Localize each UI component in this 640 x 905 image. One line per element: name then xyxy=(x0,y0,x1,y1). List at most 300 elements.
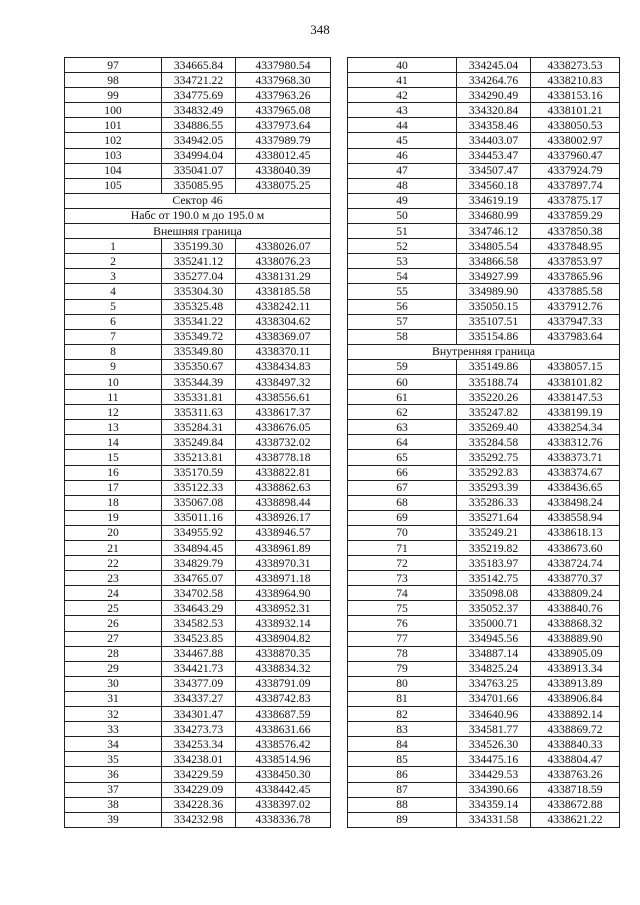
y-coordinate-cell: 4338026.07 xyxy=(236,239,331,254)
x-coordinate-cell: 334320.84 xyxy=(457,103,531,118)
x-coordinate-cell: 334229.59 xyxy=(162,767,236,782)
table-row xyxy=(65,239,331,254)
y-coordinate-cell: 4338050.53 xyxy=(531,118,620,133)
table-row xyxy=(348,797,620,812)
y-coordinate-cell: 4338057.15 xyxy=(531,359,620,374)
table-row xyxy=(65,495,331,510)
point-number-cell: 2 xyxy=(65,254,162,269)
coordinates-table-left xyxy=(64,57,331,828)
x-coordinate-cell: 334927.99 xyxy=(457,269,531,284)
table-row xyxy=(65,435,331,450)
y-coordinate-cell: 4338434.83 xyxy=(236,359,331,374)
point-number-cell: 83 xyxy=(348,722,457,737)
table-row xyxy=(65,631,331,646)
y-coordinate-cell: 4338242.11 xyxy=(236,299,331,314)
y-coordinate-cell: 4338952.31 xyxy=(236,601,331,616)
table-row xyxy=(348,495,620,510)
table-row xyxy=(348,88,620,103)
x-coordinate-cell: 335199.30 xyxy=(162,239,236,254)
table-row xyxy=(65,661,331,676)
table-row xyxy=(65,420,331,435)
point-number-cell: 19 xyxy=(65,510,162,525)
point-number-cell: 23 xyxy=(65,571,162,586)
table-row xyxy=(65,390,331,405)
y-coordinate-cell: 4338906.84 xyxy=(531,691,620,706)
x-coordinate-cell: 335219.82 xyxy=(457,541,531,556)
table-row xyxy=(348,601,620,616)
table-row xyxy=(348,284,620,299)
x-coordinate-cell: 334640.96 xyxy=(457,707,531,722)
y-coordinate-cell: 4338374.67 xyxy=(531,465,620,480)
x-coordinate-cell: 334403.07 xyxy=(457,133,531,148)
table-row xyxy=(65,133,331,148)
table-row xyxy=(65,118,331,133)
y-coordinate-cell: 4338840.76 xyxy=(531,601,620,616)
point-number-cell: 14 xyxy=(65,435,162,450)
y-coordinate-cell: 4338101.82 xyxy=(531,374,620,389)
point-number-cell: 34 xyxy=(65,737,162,752)
y-coordinate-cell: 4337983.64 xyxy=(531,329,620,344)
y-coordinate-cell: 4338273.53 xyxy=(531,58,620,73)
table-row xyxy=(348,767,620,782)
x-coordinate-cell: 334238.01 xyxy=(162,752,236,767)
point-number-cell: 37 xyxy=(65,782,162,797)
x-coordinate-cell: 334825.24 xyxy=(457,661,531,676)
point-number-cell: 49 xyxy=(348,193,457,208)
y-coordinate-cell: 4338732.02 xyxy=(236,435,331,450)
table-row xyxy=(348,193,620,208)
point-number-cell: 80 xyxy=(348,676,457,691)
point-number-cell: 17 xyxy=(65,480,162,495)
table-row xyxy=(65,541,331,556)
x-coordinate-cell: 334245.04 xyxy=(457,58,531,73)
x-coordinate-cell: 334331.58 xyxy=(457,812,531,827)
x-coordinate-cell: 335183.97 xyxy=(457,556,531,571)
y-coordinate-cell: 4338498.24 xyxy=(531,495,620,510)
point-number-cell: 84 xyxy=(348,737,457,752)
table-row xyxy=(348,118,620,133)
table-row xyxy=(65,812,331,827)
x-coordinate-cell: 335085.95 xyxy=(162,178,236,193)
table-row xyxy=(348,571,620,586)
point-number-cell: 6 xyxy=(65,314,162,329)
y-coordinate-cell: 4338621.22 xyxy=(531,812,620,827)
point-number-cell: 97 xyxy=(65,58,162,73)
table-row xyxy=(65,73,331,88)
x-coordinate-cell: 335149.86 xyxy=(457,359,531,374)
x-coordinate-cell: 334359.14 xyxy=(457,797,531,812)
y-coordinate-cell: 4338312.76 xyxy=(531,435,620,450)
point-number-cell: 9 xyxy=(65,359,162,374)
table-row xyxy=(65,405,331,420)
table-row xyxy=(65,163,331,178)
x-coordinate-cell: 335247.82 xyxy=(457,405,531,420)
x-coordinate-cell: 334232.98 xyxy=(162,812,236,827)
table-row xyxy=(348,254,620,269)
point-number-cell: 51 xyxy=(348,224,457,239)
point-number-cell: 71 xyxy=(348,541,457,556)
x-coordinate-cell: 335284.31 xyxy=(162,420,236,435)
x-coordinate-cell: 334945.56 xyxy=(457,631,531,646)
x-coordinate-cell: 335271.64 xyxy=(457,510,531,525)
y-coordinate-cell: 4338185.58 xyxy=(236,284,331,299)
x-coordinate-cell: 334721.22 xyxy=(162,73,236,88)
x-coordinate-cell: 335344.39 xyxy=(162,374,236,389)
table-row xyxy=(65,556,331,571)
point-number-cell: 85 xyxy=(348,752,457,767)
table-row xyxy=(348,224,620,239)
table-row xyxy=(65,707,331,722)
point-number-cell: 5 xyxy=(65,299,162,314)
point-number-cell: 63 xyxy=(348,420,457,435)
y-coordinate-cell: 4338012.45 xyxy=(236,148,331,163)
table-row xyxy=(348,480,620,495)
y-coordinate-cell: 4338370.11 xyxy=(236,344,331,359)
section-heading: Набс от 190.0 м до 195.0 м xyxy=(65,208,331,223)
x-coordinate-cell: 334526.30 xyxy=(457,737,531,752)
x-coordinate-cell: 335249.21 xyxy=(457,525,531,540)
y-coordinate-cell: 4337848.95 xyxy=(531,239,620,254)
table-row xyxy=(65,148,331,163)
y-coordinate-cell: 4337885.58 xyxy=(531,284,620,299)
y-coordinate-cell: 4338904.82 xyxy=(236,631,331,646)
table-row xyxy=(65,646,331,661)
point-number-cell: 18 xyxy=(65,495,162,510)
x-coordinate-cell: 334377.09 xyxy=(162,676,236,691)
x-coordinate-cell: 335284.58 xyxy=(457,435,531,450)
x-coordinate-cell: 334746.12 xyxy=(457,224,531,239)
table-row xyxy=(348,239,620,254)
point-number-cell: 48 xyxy=(348,178,457,193)
y-coordinate-cell: 4337989.79 xyxy=(236,133,331,148)
y-coordinate-cell: 4338870.35 xyxy=(236,646,331,661)
y-coordinate-cell: 4337924.79 xyxy=(531,163,620,178)
point-number-cell: 10 xyxy=(65,374,162,389)
table-row xyxy=(348,450,620,465)
x-coordinate-cell: 334429.53 xyxy=(457,767,531,782)
table-row xyxy=(348,752,620,767)
x-coordinate-cell: 334560.18 xyxy=(457,178,531,193)
table-row xyxy=(65,344,331,359)
table-row xyxy=(65,510,331,525)
point-number-cell: 47 xyxy=(348,163,457,178)
table-row xyxy=(65,58,331,73)
y-coordinate-cell: 4338809.24 xyxy=(531,586,620,601)
y-coordinate-cell: 4338804.47 xyxy=(531,752,620,767)
x-coordinate-cell: 334942.05 xyxy=(162,133,236,148)
y-coordinate-cell: 4338631.66 xyxy=(236,722,331,737)
table-row xyxy=(348,691,620,706)
x-coordinate-cell: 335293.39 xyxy=(457,480,531,495)
table-row xyxy=(65,797,331,812)
y-coordinate-cell: 4338673.60 xyxy=(531,541,620,556)
y-coordinate-cell: 4338397.02 xyxy=(236,797,331,812)
section-heading: Внутренняя граница xyxy=(348,344,620,359)
x-coordinate-cell: 335142.75 xyxy=(457,571,531,586)
table-row xyxy=(348,556,620,571)
table-row xyxy=(65,571,331,586)
x-coordinate-cell: 334229.09 xyxy=(162,782,236,797)
point-number-cell: 13 xyxy=(65,420,162,435)
coordinates-table-right xyxy=(347,57,620,828)
table-row xyxy=(65,178,331,193)
x-coordinate-cell: 334994.04 xyxy=(162,148,236,163)
table-row xyxy=(348,374,620,389)
x-coordinate-cell: 335292.83 xyxy=(457,465,531,480)
x-coordinate-cell: 335286.33 xyxy=(457,495,531,510)
point-number-cell: 35 xyxy=(65,752,162,767)
x-coordinate-cell: 335311.63 xyxy=(162,405,236,420)
x-coordinate-cell: 335350.67 xyxy=(162,359,236,374)
x-coordinate-cell: 335213.81 xyxy=(162,450,236,465)
x-coordinate-cell: 334763.25 xyxy=(457,676,531,691)
x-coordinate-cell: 335325.48 xyxy=(162,299,236,314)
point-number-cell: 89 xyxy=(348,812,457,827)
x-coordinate-cell: 334453.47 xyxy=(457,148,531,163)
point-number-cell: 38 xyxy=(65,797,162,812)
point-number-cell: 98 xyxy=(65,73,162,88)
x-coordinate-cell: 335304.30 xyxy=(162,284,236,299)
point-number-cell: 43 xyxy=(348,103,457,118)
section-heading-row xyxy=(348,344,620,359)
table-row xyxy=(348,314,620,329)
x-coordinate-cell: 334253.34 xyxy=(162,737,236,752)
x-coordinate-cell: 334337.27 xyxy=(162,691,236,706)
point-number-cell: 32 xyxy=(65,707,162,722)
point-number-cell: 25 xyxy=(65,601,162,616)
x-coordinate-cell: 335249.84 xyxy=(162,435,236,450)
point-number-cell: 57 xyxy=(348,314,457,329)
y-coordinate-cell: 4337963.26 xyxy=(236,88,331,103)
table-row xyxy=(348,541,620,556)
point-number-cell: 54 xyxy=(348,269,457,284)
point-number-cell: 27 xyxy=(65,631,162,646)
point-number-cell: 4 xyxy=(65,284,162,299)
point-number-cell: 74 xyxy=(348,586,457,601)
y-coordinate-cell: 4338254.34 xyxy=(531,420,620,435)
point-number-cell: 102 xyxy=(65,133,162,148)
point-number-cell: 21 xyxy=(65,541,162,556)
point-number-cell: 33 xyxy=(65,722,162,737)
x-coordinate-cell: 334829.79 xyxy=(162,556,236,571)
x-coordinate-cell: 334665.84 xyxy=(162,58,236,73)
table-row xyxy=(65,329,331,344)
table-row xyxy=(65,284,331,299)
x-coordinate-cell: 334523.85 xyxy=(162,631,236,646)
table-row xyxy=(65,782,331,797)
x-coordinate-cell: 334680.99 xyxy=(457,208,531,223)
table-row xyxy=(65,450,331,465)
table-row xyxy=(65,254,331,269)
y-coordinate-cell: 4338791.09 xyxy=(236,676,331,691)
table-row xyxy=(65,374,331,389)
table-row xyxy=(65,767,331,782)
table-row xyxy=(65,525,331,540)
y-coordinate-cell: 4338497.32 xyxy=(236,374,331,389)
x-coordinate-cell: 334887.14 xyxy=(457,646,531,661)
point-number-cell: 67 xyxy=(348,480,457,495)
table-row xyxy=(348,359,620,374)
x-coordinate-cell: 335277.04 xyxy=(162,269,236,284)
point-number-cell: 8 xyxy=(65,344,162,359)
x-coordinate-cell: 335011.16 xyxy=(162,510,236,525)
y-coordinate-cell: 4337865.96 xyxy=(531,269,620,284)
point-number-cell: 59 xyxy=(348,359,457,374)
x-coordinate-cell: 334358.46 xyxy=(457,118,531,133)
x-coordinate-cell: 334421.73 xyxy=(162,661,236,676)
table-row xyxy=(348,510,620,525)
y-coordinate-cell: 4338946.57 xyxy=(236,525,331,540)
point-number-cell: 72 xyxy=(348,556,457,571)
table-row xyxy=(348,465,620,480)
point-number-cell: 3 xyxy=(65,269,162,284)
x-coordinate-cell: 334832.49 xyxy=(162,103,236,118)
y-coordinate-cell: 4338373.71 xyxy=(531,450,620,465)
point-number-cell: 77 xyxy=(348,631,457,646)
point-number-cell: 40 xyxy=(348,58,457,73)
table-row xyxy=(65,314,331,329)
point-number-cell: 62 xyxy=(348,405,457,420)
table-row xyxy=(348,390,620,405)
table-row xyxy=(348,73,620,88)
table-row xyxy=(65,616,331,631)
point-number-cell: 76 xyxy=(348,616,457,631)
point-number-cell: 26 xyxy=(65,616,162,631)
x-coordinate-cell: 335241.12 xyxy=(162,254,236,269)
y-coordinate-cell: 4338040.39 xyxy=(236,163,331,178)
y-coordinate-cell: 4337968.30 xyxy=(236,73,331,88)
point-number-cell: 70 xyxy=(348,525,457,540)
table-row xyxy=(65,480,331,495)
table-row xyxy=(348,737,620,752)
y-coordinate-cell: 4337980.54 xyxy=(236,58,331,73)
table-row xyxy=(65,88,331,103)
point-number-cell: 30 xyxy=(65,676,162,691)
x-coordinate-cell: 334886.55 xyxy=(162,118,236,133)
table-row xyxy=(348,631,620,646)
point-number-cell: 28 xyxy=(65,646,162,661)
table-row xyxy=(348,163,620,178)
y-coordinate-cell: 4338778.18 xyxy=(236,450,331,465)
point-number-cell: 60 xyxy=(348,374,457,389)
point-number-cell: 12 xyxy=(65,405,162,420)
point-number-cell: 99 xyxy=(65,88,162,103)
y-coordinate-cell: 4338618.13 xyxy=(531,525,620,540)
point-number-cell: 52 xyxy=(348,239,457,254)
x-coordinate-cell: 334390.66 xyxy=(457,782,531,797)
y-coordinate-cell: 4338961.89 xyxy=(236,541,331,556)
y-coordinate-cell: 4338076.23 xyxy=(236,254,331,269)
y-coordinate-cell: 4338576.42 xyxy=(236,737,331,752)
y-coordinate-cell: 4338770.37 xyxy=(531,571,620,586)
y-coordinate-cell: 4338075.25 xyxy=(236,178,331,193)
point-number-cell: 15 xyxy=(65,450,162,465)
point-number-cell: 7 xyxy=(65,329,162,344)
y-coordinate-cell: 4338687.59 xyxy=(236,707,331,722)
x-coordinate-cell: 335067.08 xyxy=(162,495,236,510)
point-number-cell: 41 xyxy=(348,73,457,88)
table-row xyxy=(348,707,620,722)
y-coordinate-cell: 4338834.32 xyxy=(236,661,331,676)
x-coordinate-cell: 334475.16 xyxy=(457,752,531,767)
point-number-cell: 11 xyxy=(65,390,162,405)
y-coordinate-cell: 4338822.81 xyxy=(236,465,331,480)
y-coordinate-cell: 4337859.29 xyxy=(531,208,620,223)
x-coordinate-cell: 335341.22 xyxy=(162,314,236,329)
section-heading: Внешняя граница xyxy=(65,224,331,239)
table-row xyxy=(348,299,620,314)
y-coordinate-cell: 4338862.63 xyxy=(236,480,331,495)
y-coordinate-cell: 4338147.53 xyxy=(531,390,620,405)
table-row xyxy=(348,722,620,737)
point-number-cell: 39 xyxy=(65,812,162,827)
y-coordinate-cell: 4338763.26 xyxy=(531,767,620,782)
y-coordinate-cell: 4338868.32 xyxy=(531,616,620,631)
table-row xyxy=(65,737,331,752)
table-row xyxy=(348,525,620,540)
x-coordinate-cell: 335122.33 xyxy=(162,480,236,495)
y-coordinate-cell: 4338932.14 xyxy=(236,616,331,631)
y-coordinate-cell: 4338556.61 xyxy=(236,390,331,405)
y-coordinate-cell: 4338840.33 xyxy=(531,737,620,752)
x-coordinate-cell: 334702.58 xyxy=(162,586,236,601)
table-row xyxy=(348,661,620,676)
point-number-cell: 68 xyxy=(348,495,457,510)
x-coordinate-cell: 334581.77 xyxy=(457,722,531,737)
table-row xyxy=(65,299,331,314)
y-coordinate-cell: 4338869.72 xyxy=(531,722,620,737)
point-number-cell: 46 xyxy=(348,148,457,163)
y-coordinate-cell: 4338450.30 xyxy=(236,767,331,782)
x-coordinate-cell: 334765.07 xyxy=(162,571,236,586)
x-coordinate-cell: 334894.45 xyxy=(162,541,236,556)
x-coordinate-cell: 334273.73 xyxy=(162,722,236,737)
y-coordinate-cell: 4338971.18 xyxy=(236,571,331,586)
point-number-cell: 101 xyxy=(65,118,162,133)
point-number-cell: 65 xyxy=(348,450,457,465)
y-coordinate-cell: 4338002.97 xyxy=(531,133,620,148)
y-coordinate-cell: 4338889.90 xyxy=(531,631,620,646)
y-coordinate-cell: 4338617.37 xyxy=(236,405,331,420)
point-number-cell: 64 xyxy=(348,435,457,450)
point-number-cell: 73 xyxy=(348,571,457,586)
table-row xyxy=(348,329,620,344)
point-number-cell: 75 xyxy=(348,601,457,616)
y-coordinate-cell: 4338131.29 xyxy=(236,269,331,284)
y-coordinate-cell: 4338672.88 xyxy=(531,797,620,812)
table-row xyxy=(348,435,620,450)
point-number-cell: 44 xyxy=(348,118,457,133)
x-coordinate-cell: 335041.07 xyxy=(162,163,236,178)
point-number-cell: 53 xyxy=(348,254,457,269)
point-number-cell: 100 xyxy=(65,103,162,118)
table-row xyxy=(348,420,620,435)
x-coordinate-cell: 334619.19 xyxy=(457,193,531,208)
x-coordinate-cell: 334582.53 xyxy=(162,616,236,631)
point-number-cell: 45 xyxy=(348,133,457,148)
x-coordinate-cell: 334989.90 xyxy=(457,284,531,299)
point-number-cell: 1 xyxy=(65,239,162,254)
table-row xyxy=(348,676,620,691)
y-coordinate-cell: 4338913.34 xyxy=(531,661,620,676)
point-number-cell: 104 xyxy=(65,163,162,178)
x-coordinate-cell: 334228.36 xyxy=(162,797,236,812)
point-number-cell: 58 xyxy=(348,329,457,344)
y-coordinate-cell: 4338558.94 xyxy=(531,510,620,525)
x-coordinate-cell: 334507.47 xyxy=(457,163,531,178)
x-coordinate-cell: 334866.58 xyxy=(457,254,531,269)
x-coordinate-cell: 335170.59 xyxy=(162,465,236,480)
